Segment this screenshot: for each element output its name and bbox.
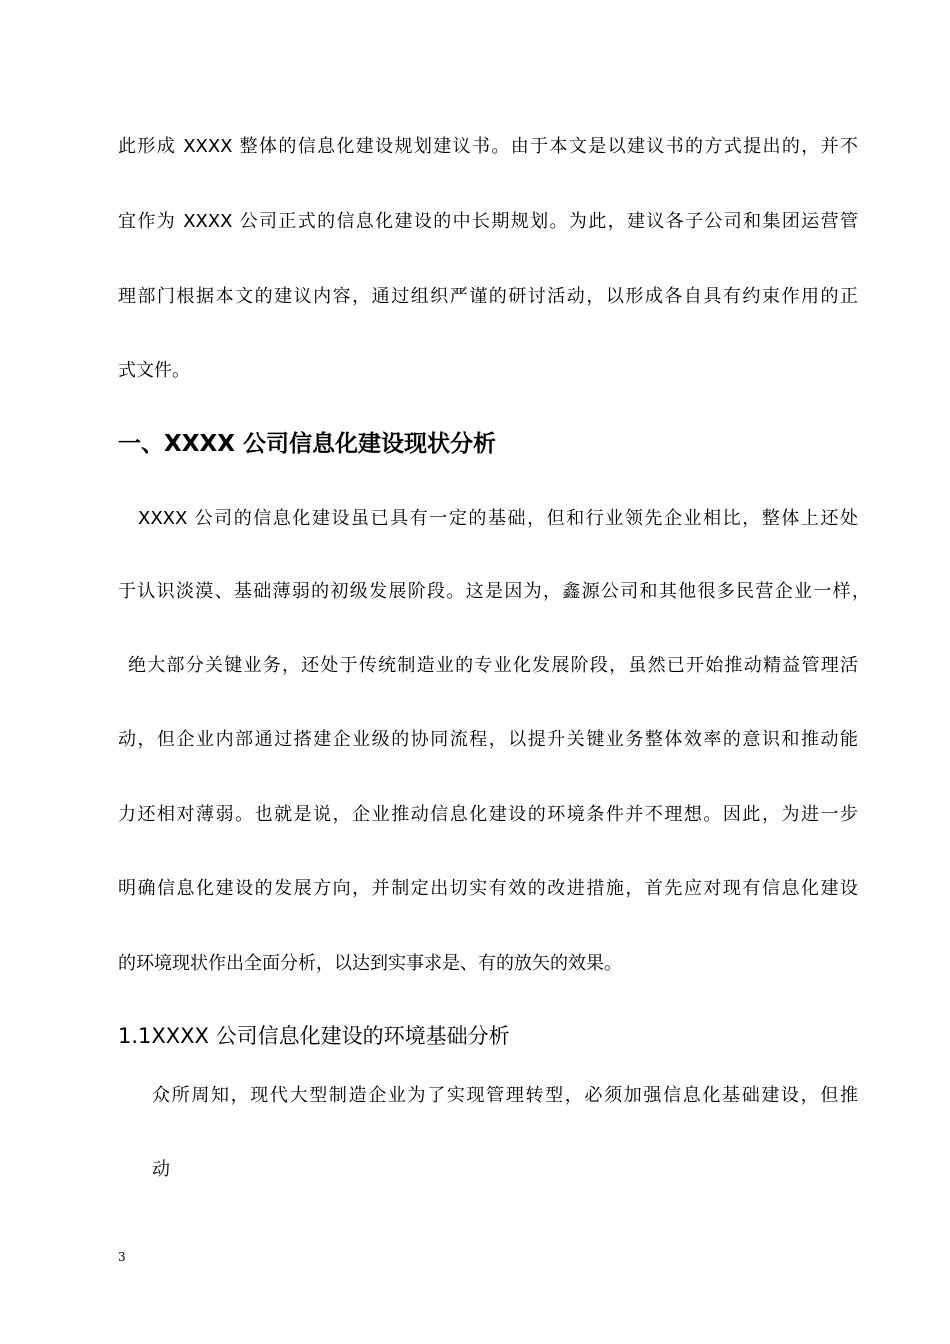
paragraph-line: 的环境现状作出全面分析，以达到实事求是、有的放矢的效果。 xyxy=(118,953,622,974)
paragraph-line: 力还相对薄弱。也就是说，企业推动信息化建设的环境条件并不理想。因此，为进一步 xyxy=(118,804,858,825)
paragraph-line: 宜作为 XXXX 公司正式的信息化建设的中长期规划。为此，建议各子公司和集团运营管 xyxy=(118,211,858,232)
paragraph-line: 动 xyxy=(152,1159,170,1180)
paragraph-line: 于认识淡漠、基础薄弱的初级发展阶段。这是因为，鑫源公司和其他很多民营企业一样， xyxy=(118,581,870,602)
paragraph-line: 众所周知，现代大型制造企业为了实现管理转型，必须加强信息化基础建设，但推 xyxy=(152,1085,858,1106)
paragraph-line: 此形成 XXXX 整体的信息化建设规划建议书。由于本文是以建议书的方式提出的，并不 xyxy=(118,136,858,157)
paragraph-line: 绝大部分关键业务，还处于传统制造业的专业化发展阶段，虽然已开始推动精益管理活 xyxy=(128,655,858,676)
paragraph-line: XXXX 公司的信息化建设虽已具有一定的基础，但和行业领先企业相比，整体上还处 xyxy=(138,508,858,529)
paragraph-line: 式文件。 xyxy=(118,360,190,381)
paragraph-line: 理部门根据本文的建议内容，通过组织严谨的研讨活动，以形成各自具有约束作用的正 xyxy=(118,286,858,307)
subsection-heading: 1.1XXXX 公司信息化建设的环境基础分析 xyxy=(118,1024,510,1048)
page-number: 3 xyxy=(118,1250,126,1264)
section-heading: 一、XXXX 公司信息化建设现状分析 xyxy=(118,431,496,457)
paragraph-line: 动，但企业内部通过搭建企业级的协同流程，以提升关键业务整体效率的意识和推动能 xyxy=(118,729,858,750)
paragraph-line: 明确信息化建设的发展方向，并制定出切实有效的改进措施，首先应对现有信息化建设 xyxy=(118,878,858,899)
